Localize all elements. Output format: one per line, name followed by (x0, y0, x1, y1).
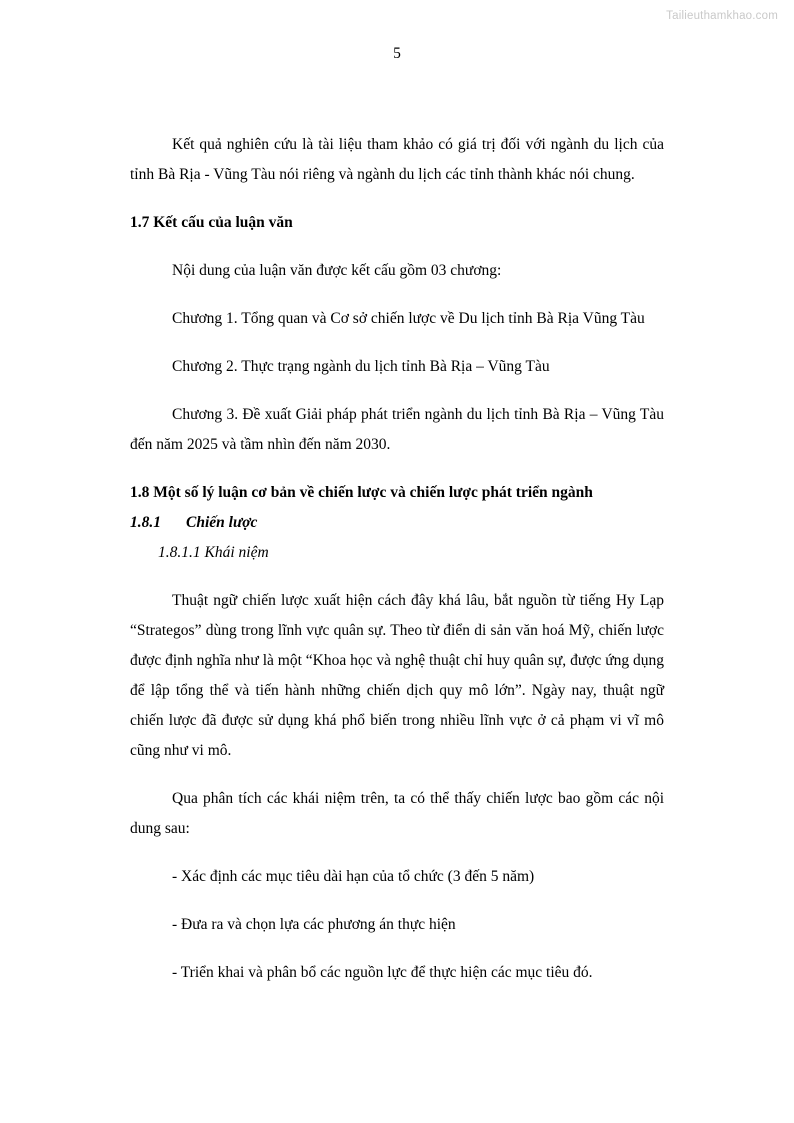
paragraph-chuong-1: Chương 1. Tổng quan và Cơ sở chiến lược về Du lịch tỉnh Bà Rịa Vũng Tàu (172, 310, 645, 327)
heading-1-8-1-number: 1.8.1 (130, 514, 161, 531)
paragraph-intro: Kết quả nghiên cứu là tài liệu tham khảo có giá trị đối với ngành du lịch của tỉnh Bà Rịa - Vũng Tàu nói riêng và ngành du lịch các tỉnh thành khác nói chung. (130, 136, 664, 183)
list-item: - Đưa ra và chọn lựa các phương án thực hiện (172, 916, 456, 933)
paragraph-noidung: Nội dung của luận văn được kết cấu gồm 03 chương: (172, 262, 502, 279)
paragraph-thuat-ngu: Thuật ngữ chiến lược xuất hiện cách đây khá lâu, bắt nguồn từ tiếng Hy Lạp “Strategos” dùng trong lĩnh vực quân sự. Theo từ điển di sản văn hoá Mỹ, chiến lược được định nghĩa như là một “Khoa học và nghệ thuật chỉ huy quân sự, được ứng dụng để lập tổng thể và tiến hành những chiến dịch quy mô lớn”. Ngày nay, thuật ngữ chiến lược đã được sử dụng khá phổ biến trong nhiều lĩnh vực ở cả phạm vi vĩ mô cũng như vi mô. (130, 592, 664, 759)
paragraph-chuong-3: Chương 3. Đề xuất Giải pháp phát triển ngành du lịch tỉnh Bà Rịa – Vũng Tàu đến năm 2025 và tầm nhìn đến năm 2030. (130, 406, 664, 453)
watermark-text: Tailieuthamkhao.com (666, 10, 778, 22)
paragraph-chuong-2: Chương 2. Thực trạng ngành du lịch tỉnh Bà Rịa – Vũng Tàu (172, 358, 550, 375)
page-content (130, 130, 664, 988)
list-item: - Xác định các mục tiêu dài hạn của tổ chức (3 đến 5 năm) (172, 868, 535, 885)
heading-1-8: 1.8 Một số lý luận cơ bản về chiến lược và chiến lược phát triển ngành (130, 484, 593, 501)
page-number: 5 (393, 45, 401, 62)
heading-1-7: 1.7 Kết cấu của luận văn (130, 214, 293, 231)
heading-1-8-1-1: 1.8.1.1 Khái niệm (158, 544, 269, 561)
heading-1-8-1-label: Chiến lược (186, 514, 258, 531)
list-item: - Triển khai và phân bổ các nguồn lực để thực hiện các mục tiêu đó. (172, 964, 593, 981)
paragraph-qua-phan-tich: Qua phân tích các khái niệm trên, ta có thể thấy chiến lược bao gồm các nội dung sau: (130, 790, 664, 837)
heading-1-8-1 (130, 508, 664, 538)
